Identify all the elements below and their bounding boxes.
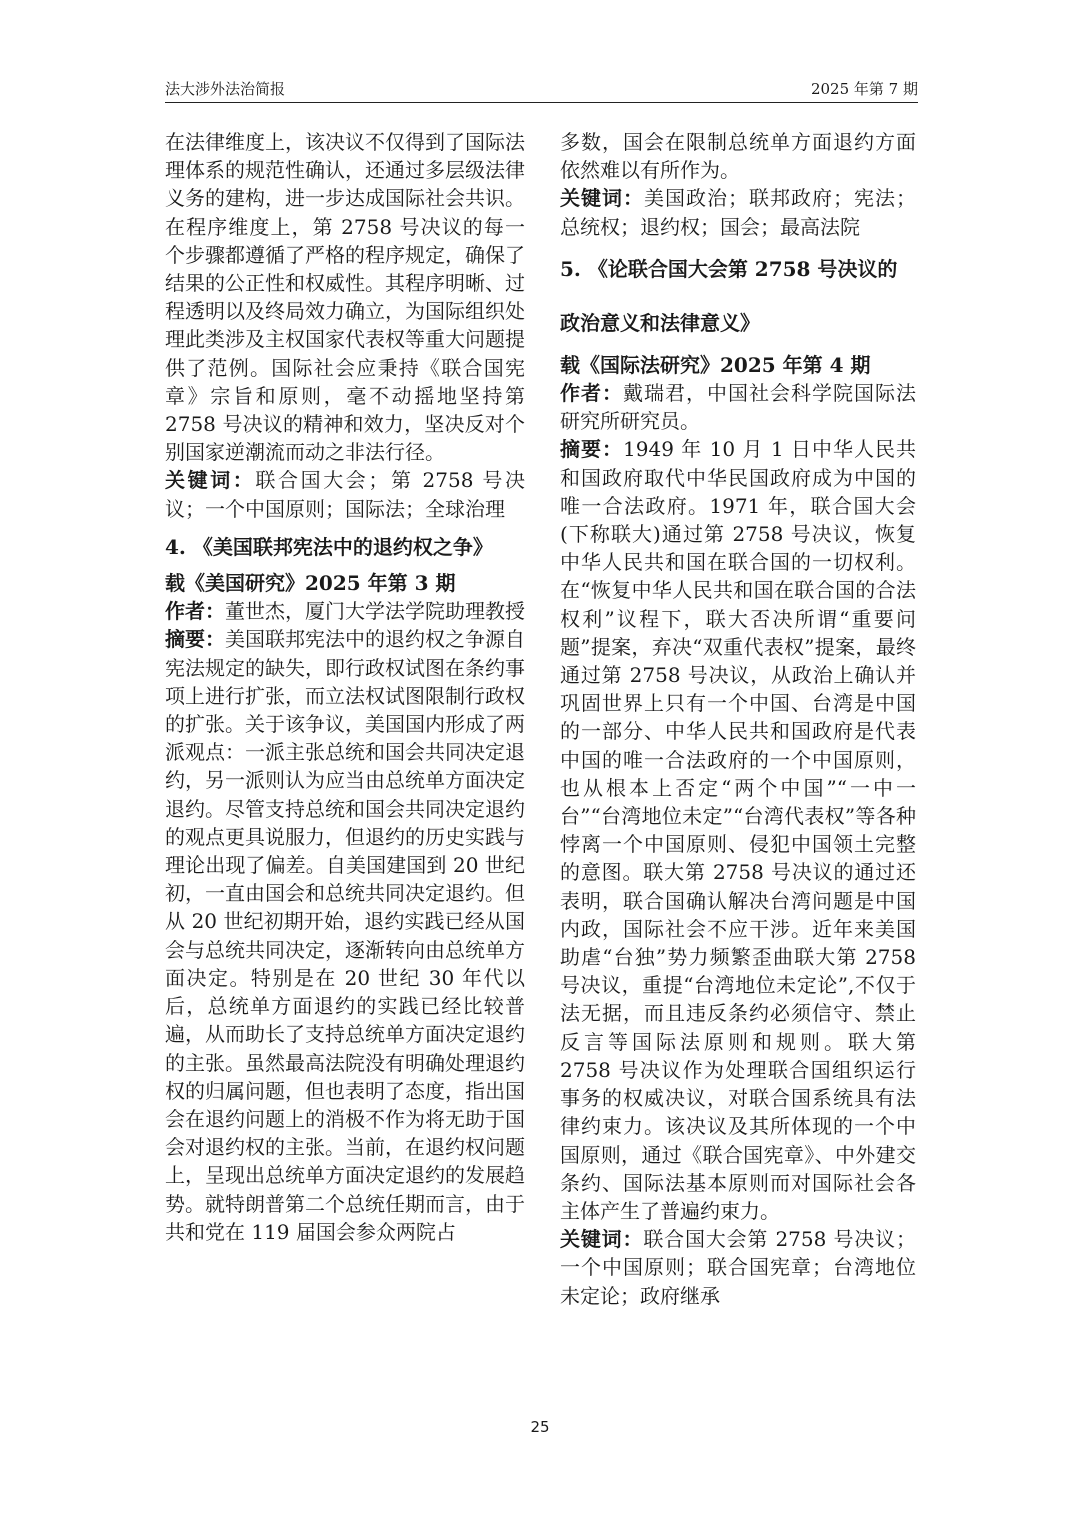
author-text: 董世杰，厦门大学法学院助理教授 xyxy=(225,599,525,624)
continued-abstract: 多数，国会在限制总统单方面退约方面依然难以有所作为。 xyxy=(560,130,916,183)
left-column xyxy=(165,128,525,1246)
article-4-source: 载《美国研究》2025 年第 3 期 xyxy=(165,571,456,596)
keywords-paragraph xyxy=(165,466,525,522)
issue-number: 2025 年第 7 期 xyxy=(810,80,918,98)
article-5-source: 载《国际法研究》2025 年第 4 期 xyxy=(560,352,871,377)
author-label: 作者： xyxy=(560,381,623,406)
article-4-author xyxy=(165,597,525,625)
abstract-text: 1949 年 10 月 1 日中华人民共和国政府取代中华民国政府成为中国的唯一合法政府。1971 年，联合国大会(下称联大)通过第 2758 号决议，恢复中华人民共和国在联合国的一切权利。在“恢复中华人民共和国在联合国的合法权利”议程下，联大否决所谓“重要问题”提案，弃决“双重代表权”提案，最终通过第 2758 号决议，从政治上确认并巩固世界上只有一个中国、台湾是中国的一部分、中华人民共和国政府是代表中国的唯一合法政府的一个中国原则，也从根本上否定“两个中国”“一中一台”“台湾地位未定”“台湾代表权”等各种悖离一个中国原则、侵犯中国领土完整的意图。联大第 2758 号决议的通过还表明，联合国确认解决台湾问题是中国内政，国际社会不应干涉。近年来美国助虐“台独”势力频繁歪曲联大第 2758 号决议，重提“台湾地位未定论”,不仅于法无据，而且违反条约必须信守、禁止反言等国际法原则和规则。联大第 2758 号决议作为处理联合国组织运行事务的权威决议，对联合国系统具有法律约束力。该决议及其所体现的一个中国原则，通过《联合国宪章》、中外建交条约、国际法基本原则而对国际社会各主体产生了普遍约束力。 xyxy=(560,437,917,1223)
article-4-abstract xyxy=(165,625,525,1245)
abstract-text: 美国联邦宪法中的退约权之争源自宪法规定的缺失，即行政权试图在条约事项上进行扩张，而立法权试图限制行政权的扩张。关于该争议，美国国内形成了两派观点：一派主张总统和国会共同决定退约，另一派则认为应当由总统单方面决定退约。尽管支持总统和国会共同决定退约的观点更具说服力，但退约的历史实践与理论出现了偏差。自美国建国到 20 世纪初，一直由国会和总统共同决定退约。但从 20 世纪初期开始，退约实践已经从国会与总统共同决定，逐渐转向由总统单方面决定。特别是在 20 世纪 30 年代以后，总统单方面退约的实践已经比较普遍，从而助长了支持总统单方面决定退约的主张。虽然最高法院没有明确处理退约权的归属问题，但也表明了态度，指出国会在退约问题上的消极不作为将无助于国会对退约权的主张。当前，在退约权问题上，呈现出总统单方面决定退约的发展趋势。就特朗普第二个总统任期而言，由于共和党在 119 届国会参众两院占 xyxy=(165,627,525,1244)
author-text: 戴瑞君，中国社会科学院国际法研究所研究员。 xyxy=(560,381,916,434)
page-number: 25 xyxy=(530,1418,550,1436)
keywords-text: 美国政治；联邦政府；宪法；总统权；退约权；国会；最高法院 xyxy=(560,186,916,239)
article-5-keywords xyxy=(560,1225,916,1310)
article-5-abstract xyxy=(560,435,916,1225)
continued-abstract: 在法律维度上，该决议不仅得到了国际法理体系的规范性确认，还通过多层级法律义务的建构，进一步达成国际社会共识。在程序维度上，第 2758 号决议的每一个步骤都遵循了严格的程序规定，确保了结果的公正性和权威性。其程序明晰、过程透明以及终局效力确立，为国际组织处理此类涉及主权国家代表权等重大问题提供了范例。国际社会应秉持《联合国宪章》宗旨和原则，毫不动摇地坚持第 2758 号决议的精神和效力，坚决反对个别国家逆潮流而动之非法行径。 xyxy=(165,130,525,465)
keywords-label: 关键词： xyxy=(560,1227,644,1252)
page-header xyxy=(165,76,918,103)
right-column xyxy=(560,128,916,1310)
keywords-label: 关键词： xyxy=(165,468,256,493)
article-4-title: 4. 《美国联邦宪法中的退约权之争》 xyxy=(165,534,493,559)
keywords-label: 关键词： xyxy=(560,186,644,211)
abstract-label: 摘要： xyxy=(560,437,624,462)
article-5-author xyxy=(560,379,916,435)
keywords-paragraph xyxy=(560,184,916,240)
author-label: 作者： xyxy=(165,599,225,624)
keywords-text: 联合国大会第 2758 号决议；一个中国原则；联合国宪章；台湾地位未定论；政府继承 xyxy=(560,1227,917,1308)
article-5-title-line-1: 5. 《论联合国大会第 2758 号决议的 xyxy=(560,256,898,281)
article-5-title-line-2: 政治意义和法律意义》 xyxy=(560,310,760,335)
keywords-text: 联合国大会；第 2758 号决议；一个中国原则；国际法；全球治理 xyxy=(165,468,526,521)
publication-title: 法大涉外法治简报 xyxy=(165,80,286,98)
abstract-label: 摘要： xyxy=(165,627,225,652)
